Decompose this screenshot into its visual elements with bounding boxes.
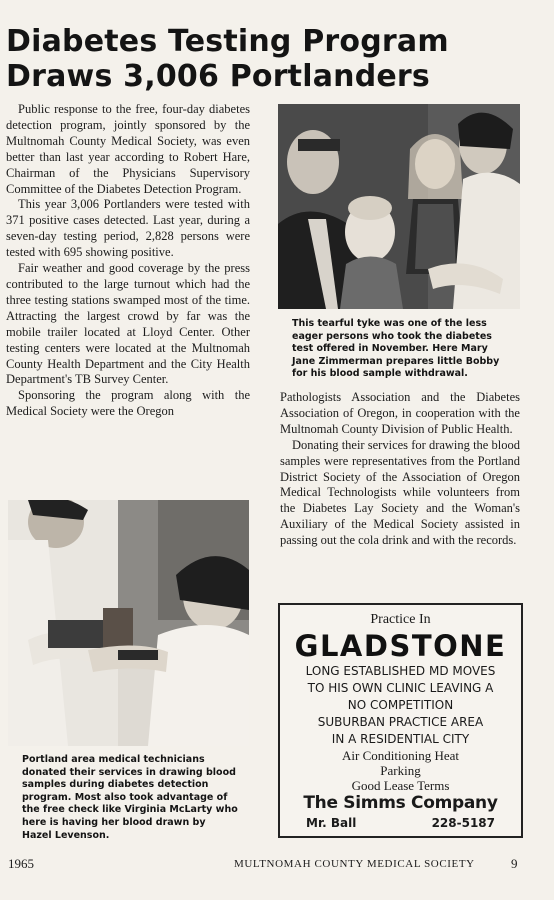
paragraph: Fair weather and good coverage by the press contributed to the large turnout which had the three testing stations swamped most of the time. Attracting the largest crowd by far was the mobile trailer located at Lloyd Center. Other testing centers were located at the Multnomah County Health Department and the City Health Department's TB Survey Center. bbox=[6, 261, 250, 387]
ad-phone-number: 228-5187 bbox=[431, 816, 495, 830]
photo-child-blood-test bbox=[278, 104, 520, 309]
paragraph: Sponsoring the program along with the Medical Society were the Oregon bbox=[6, 388, 250, 419]
left-text-column bbox=[6, 102, 250, 420]
ad-line-2: TO HIS OWN CLINIC LEAVING A bbox=[307, 681, 494, 695]
ad-line-7: Parking bbox=[380, 763, 421, 778]
ad-practice-in: Practice In bbox=[370, 612, 431, 627]
ad-line-8: Good Lease Terms bbox=[351, 778, 450, 793]
gladstone-advertisement bbox=[278, 603, 523, 838]
right-text-column bbox=[280, 390, 520, 549]
footer-publication: MULTNOMAH COUNTY MEDICAL SOCIETY bbox=[234, 858, 475, 870]
ad-city: GLADSTONE bbox=[294, 629, 507, 663]
ad-company-name: The Simms Company bbox=[303, 793, 498, 813]
photo-technician-drawing-blood bbox=[8, 500, 249, 746]
headline-line-1: Diabetes Testing Program bbox=[6, 24, 449, 59]
ad-line-1: LONG ESTABLISHED MD MOVES bbox=[305, 664, 496, 678]
paragraph: Public response to the free, four-day diabetes detection program, jointly sponsored by the Multnomah County Medical Society, was even better than last year according to Robert Hare, Chairman of the Physicians Supervisory Committee of the Diabetes Detection Program. bbox=[6, 102, 250, 196]
ad-line-5: IN A RESIDENTIAL CITY bbox=[331, 732, 470, 746]
top-photo-caption: This tearful tyke was one of the less eager persons who took the diabetes test offered in November. Here Mary Jane Zimmerman prepares little Bobby for his blood sample withdrawal. bbox=[292, 318, 500, 380]
paragraph: Donating their services for drawing the blood samples were representatives from the Portland District Society of the Association of Oregon Medical Technologists while volunteers from the Diabetes Lay Society and the Woman's Auxiliary of the Medical Society assisted in passing out the cola drink and with the records. bbox=[280, 437, 520, 548]
headline-line-2: Draws 3,006 Portlanders bbox=[6, 59, 430, 94]
ad-line-4: SUBURBAN PRACTICE AREA bbox=[317, 715, 484, 729]
ad-contact-name: Mr. Ball bbox=[306, 816, 357, 830]
ad-line-6: Air Conditioning Heat bbox=[342, 748, 459, 763]
article-headline bbox=[6, 24, 536, 94]
footer-year: 1965 bbox=[8, 856, 34, 871]
ad-line-3: NO COMPETITION bbox=[347, 698, 454, 712]
bottom-photo-caption: Portland area medical technicians donated their services in drawing blood samples during diabetes detection program. Most also took advantage of the free check like Virginia McLarty who here is having her blood drawn by Hazel Levenson. bbox=[22, 754, 238, 841]
paragraph: This year 3,006 Portlanders were tested with 371 positive cases detected. Last year, during a seven-day testing period, 2,828 persons were tested with 695 showing positive. bbox=[6, 197, 250, 260]
page-number: 9 bbox=[511, 856, 518, 871]
paragraph: Pathologists Association and the Diabetes Association of Oregon, in cooperation with the Multnomah County Division of Public Health. bbox=[280, 390, 520, 436]
